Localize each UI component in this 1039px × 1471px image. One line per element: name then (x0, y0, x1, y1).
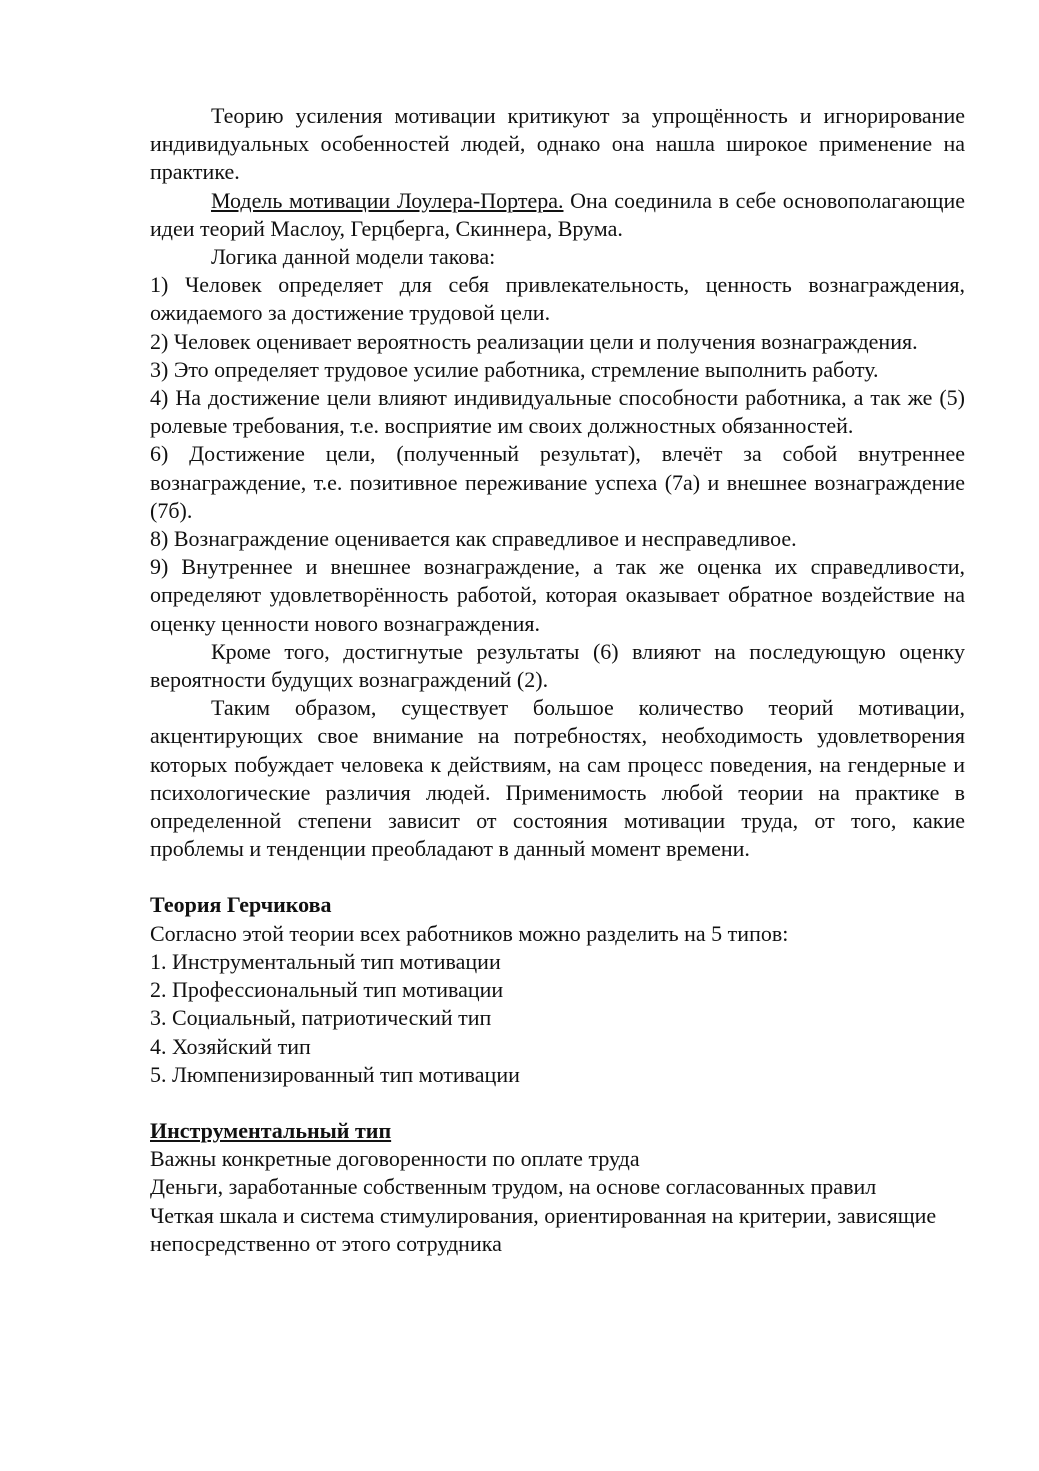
instrumental-line: Четкая шкала и система стимулирования, ориентированная на критерии, зависящие непосредственно от этого сотрудника (150, 1202, 937, 1256)
spacer (150, 863, 965, 891)
paragraph-results-influence: Кроме того, достигнутые результаты (6) влияют на последующую оценку вероятности будущих вознаграждений (2). (150, 638, 965, 693)
lawler-porter-title: Модель мотивации Лоулера-Портера. (211, 187, 564, 213)
heading-gerchikov-theory: Теория Герчикова (150, 892, 332, 918)
paragraph-model-logic: Логика данной модели такова: (211, 244, 496, 270)
type-list-item: 4. Хозяйский тип (150, 1033, 311, 1059)
list-item: 6) Достижение цели, (полученный результат), влечёт за собой внутреннее вознаграждение, т.е. позитивное переживание успеха (7а) и внешнее вознаграждение (7б). (150, 441, 966, 523)
paragraph-summary: Таким образом, существует большое количество теорий мотивации, акцентирующих свое внимание на потребностях, необходимость удовлетворения которых побуждает человека к действиям, на сам процесс поведения, на гендерные и психологические различия людей. Применимость любой теории на практике в определенной степени зависит от состояния мотивации труда, от того, какие проблемы и тенденции преобладают в данный момент времени. (150, 695, 965, 862)
spacer (150, 1089, 965, 1117)
type-list-item: 3. Социальный, патриотический тип (150, 1005, 492, 1031)
list-item: 1) Человек определяет для себя привлекательность, ценность вознаграждения, ожидаемого за достижение трудовой цели. (150, 272, 966, 326)
type-list-item: 2. Профессиональный тип мотивации (150, 977, 504, 1003)
paragraph-reinforcement-critique: Теорию усиления мотивации критикуют за упрощённость и игнорирование индивидуальных особенностей людей, однако она нашла широкое применение на практике. (150, 103, 965, 185)
instrumental-line: Деньги, заработанные собственным трудом, на основе согласованных правил (150, 1174, 877, 1200)
lawler-porter-text: Она соединила в себе основополагающие идеи теорий Маслоу, Герцберга, Скиннера, Врума. (150, 187, 965, 241)
heading-instrumental-type: Инструментальный тип (150, 1117, 392, 1143)
type-list-item: 1. Инструментальный тип мотивации (150, 948, 501, 974)
list-item: 2) Человек оценивает вероятность реализации цели и получения вознаграждения. (150, 328, 918, 354)
paragraph-lawler-porter (150, 187, 965, 243)
type-list-item: 5. Люмпенизированный тип мотивации (150, 1061, 520, 1087)
list-item: 4) На достижение цели влияют индивидуальные способности работника, а так же (5) ролевые требования, т.е. восприятие им своих должностных обязанностей. (150, 385, 966, 439)
document-body (150, 102, 965, 1258)
gerchikov-intro: Согласно этой теории всех работников можно разделить на 5 типов: (150, 920, 789, 946)
list-item: 3) Это определяет трудовое усилие работника, стремление выполнить работу. (150, 356, 879, 382)
instrumental-line: Важны конкретные договоренности по оплате труда (150, 1146, 640, 1172)
list-item: 8) Вознаграждение оценивается как справедливое и несправедливое. (150, 526, 797, 552)
list-item: 9) Внутреннее и внешнее вознаграждение, а так же оценка их справедливости, определяют удовлетворённость работой, которая оказывает обратное воздействие на оценку ценности нового вознаграждения. (150, 554, 965, 636)
